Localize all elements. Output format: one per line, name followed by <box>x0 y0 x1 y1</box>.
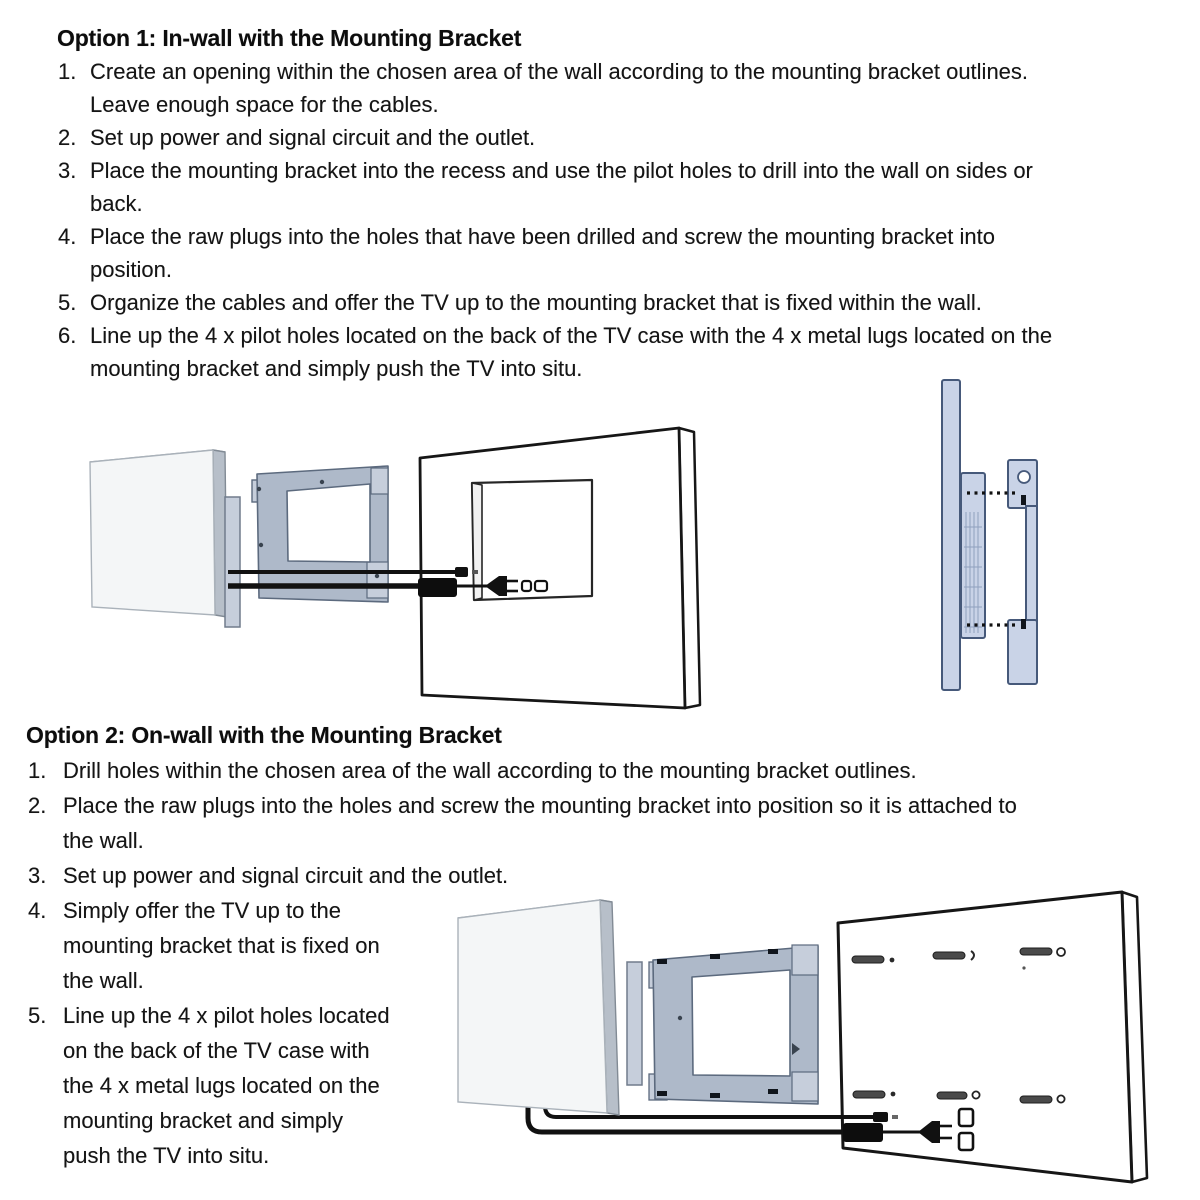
step-number: 4. <box>58 224 77 249</box>
tv-side-panel <box>942 380 960 690</box>
step-text: Simply offer the TV up to the <box>63 898 342 923</box>
bracket-screw <box>657 959 667 964</box>
step-text: Set up power and signal circuit and the outlet. <box>90 125 536 150</box>
connector-tip <box>892 1115 898 1119</box>
bracket-corner-block <box>792 945 818 975</box>
step-text: mounting bracket that is fixed on <box>63 933 380 958</box>
bracket-screw <box>768 1089 778 1094</box>
step-text: Line up the 4 x pilot holes located on the back of the TV case with the 4 x metal lugs located on the <box>90 323 1053 348</box>
tv-back-plate <box>225 497 240 627</box>
bracket-screw-hole <box>678 1016 682 1020</box>
figure-inwall-diagram <box>55 372 1155 722</box>
list-item <box>58 286 1128 319</box>
bracket-screw <box>768 949 778 954</box>
bracket-corner-block <box>367 562 388 598</box>
bracket-screw-hole <box>259 543 263 547</box>
step-text: Create an opening within the chosen area of the wall according to the mounting bracket outlines. <box>90 59 1029 84</box>
step-text: Organize the cables and offer the TV up to the mounting bracket that is fixed within the wall. <box>90 290 982 315</box>
drill-hole-icon <box>890 958 895 963</box>
signal-cable-connector <box>455 567 468 577</box>
bracket-opening <box>287 484 370 562</box>
list-item <box>28 788 1108 858</box>
metal-lug <box>1021 619 1026 629</box>
screw-icon <box>933 952 965 959</box>
step-text: Place the raw plugs into the holes and screw the mounting bracket into position so it is attached to <box>63 793 1017 818</box>
step-text: on the back of the TV case with <box>63 1038 370 1063</box>
drill-hole-icon <box>891 1092 896 1097</box>
step-number: 3. <box>58 158 77 183</box>
list-item <box>28 998 448 1173</box>
tv-screen-face <box>90 450 215 615</box>
list-item <box>58 220 1128 286</box>
power-adapter <box>843 1123 883 1142</box>
bracket-opening <box>692 970 790 1076</box>
option1-heading: Option 1: In-wall with the Mounting Bracket <box>57 25 522 51</box>
step-number: 5. <box>28 1003 47 1028</box>
step-text: the wall. <box>63 828 144 853</box>
vesa-back-plate <box>961 473 985 638</box>
wall <box>838 892 1147 1182</box>
bracket-screw-hole <box>257 487 261 491</box>
list-item <box>58 154 1128 220</box>
outlet-socket <box>522 581 531 591</box>
pencil-mark <box>1022 966 1025 969</box>
option2-step-list <box>28 753 1108 893</box>
step-text: back. <box>90 191 143 216</box>
step-number: 1. <box>28 758 47 783</box>
outlet-socket <box>959 1109 973 1126</box>
inwall-diagram-svg <box>55 372 1155 722</box>
recess-opening <box>472 480 592 600</box>
step-text: the 4 x metal lugs located on the <box>63 1073 380 1098</box>
drill-hole-icon <box>1057 948 1065 956</box>
screw-icon <box>1020 1096 1052 1103</box>
step-text: Set up power and signal circuit and the outlet. <box>63 863 509 888</box>
option2-step-list-narrow <box>28 893 448 1173</box>
tv-screen-face <box>458 900 607 1113</box>
bracket-bottom-tab <box>1008 620 1037 684</box>
step-text: Leave enough space for the cables. <box>90 92 439 117</box>
option1-step-list <box>58 55 1128 385</box>
step-text: Drill holes within the chosen area of the wall according to the mounting bracket outlines. <box>63 758 917 783</box>
power-adapter <box>418 578 457 597</box>
outlet-socket <box>535 581 547 591</box>
bracket-screw <box>657 1091 667 1096</box>
bracket-corner-block <box>371 468 388 494</box>
screw-icon <box>853 1091 885 1098</box>
list-item <box>28 753 1108 788</box>
step-number: 6. <box>58 323 77 348</box>
step-number: 1. <box>58 59 77 84</box>
screw-icon <box>1020 948 1052 955</box>
metal-lug <box>1021 495 1026 505</box>
bracket-screw-hole <box>375 574 379 578</box>
recess-depth-face <box>472 483 482 600</box>
drill-hole-icon <box>972 1091 979 1098</box>
step-number: 4. <box>28 898 47 923</box>
bracket-rail <box>1026 506 1037 622</box>
step-text: Line up the 4 x pilot holes located <box>63 1003 390 1028</box>
option2-heading: Option 2: On-wall with the Mounting Bracket <box>26 722 502 748</box>
figure-onwall-diagram <box>440 888 1170 1200</box>
bracket-hole <box>1018 471 1030 483</box>
tv-panel <box>458 900 642 1115</box>
step-text: the wall. <box>63 968 144 993</box>
mounting-bracket <box>649 945 818 1104</box>
step-text: push the TV into situ. <box>63 1143 270 1168</box>
bracket-screw-hole <box>320 480 324 484</box>
connector-tip <box>472 570 478 574</box>
step-text: position. <box>90 257 172 282</box>
screw-icon <box>852 956 884 963</box>
bracket-screw <box>710 1093 720 1098</box>
step-number: 2. <box>58 125 77 150</box>
step-number: 2. <box>28 793 47 818</box>
tv-back-plate <box>627 962 642 1085</box>
onwall-diagram-svg <box>440 888 1170 1200</box>
bracket-corner-block <box>792 1072 818 1101</box>
list-item <box>58 55 1128 121</box>
step-text: Place the raw plugs into the holes that have been drilled and screw the mounting bracket into <box>90 224 995 249</box>
step-text: mounting bracket and simply push the TV into situ. <box>90 356 583 381</box>
step-text: mounting bracket and simply <box>63 1108 344 1133</box>
list-item <box>28 893 448 998</box>
outlet-socket <box>959 1133 973 1150</box>
signal-cable-connector <box>873 1112 888 1122</box>
list-item <box>58 121 1128 154</box>
bracket-screw <box>710 954 720 959</box>
step-text: Place the mounting bracket into the recess and use the pilot holes to drill into the wall on sides or <box>90 158 1033 183</box>
side-view <box>942 380 1037 690</box>
tv-panel <box>90 450 240 627</box>
mounting-bracket <box>252 466 388 602</box>
step-number: 3. <box>28 863 47 888</box>
drill-hole-icon <box>1057 1095 1064 1102</box>
screw-icon <box>937 1092 967 1099</box>
step-number: 5. <box>58 290 77 315</box>
